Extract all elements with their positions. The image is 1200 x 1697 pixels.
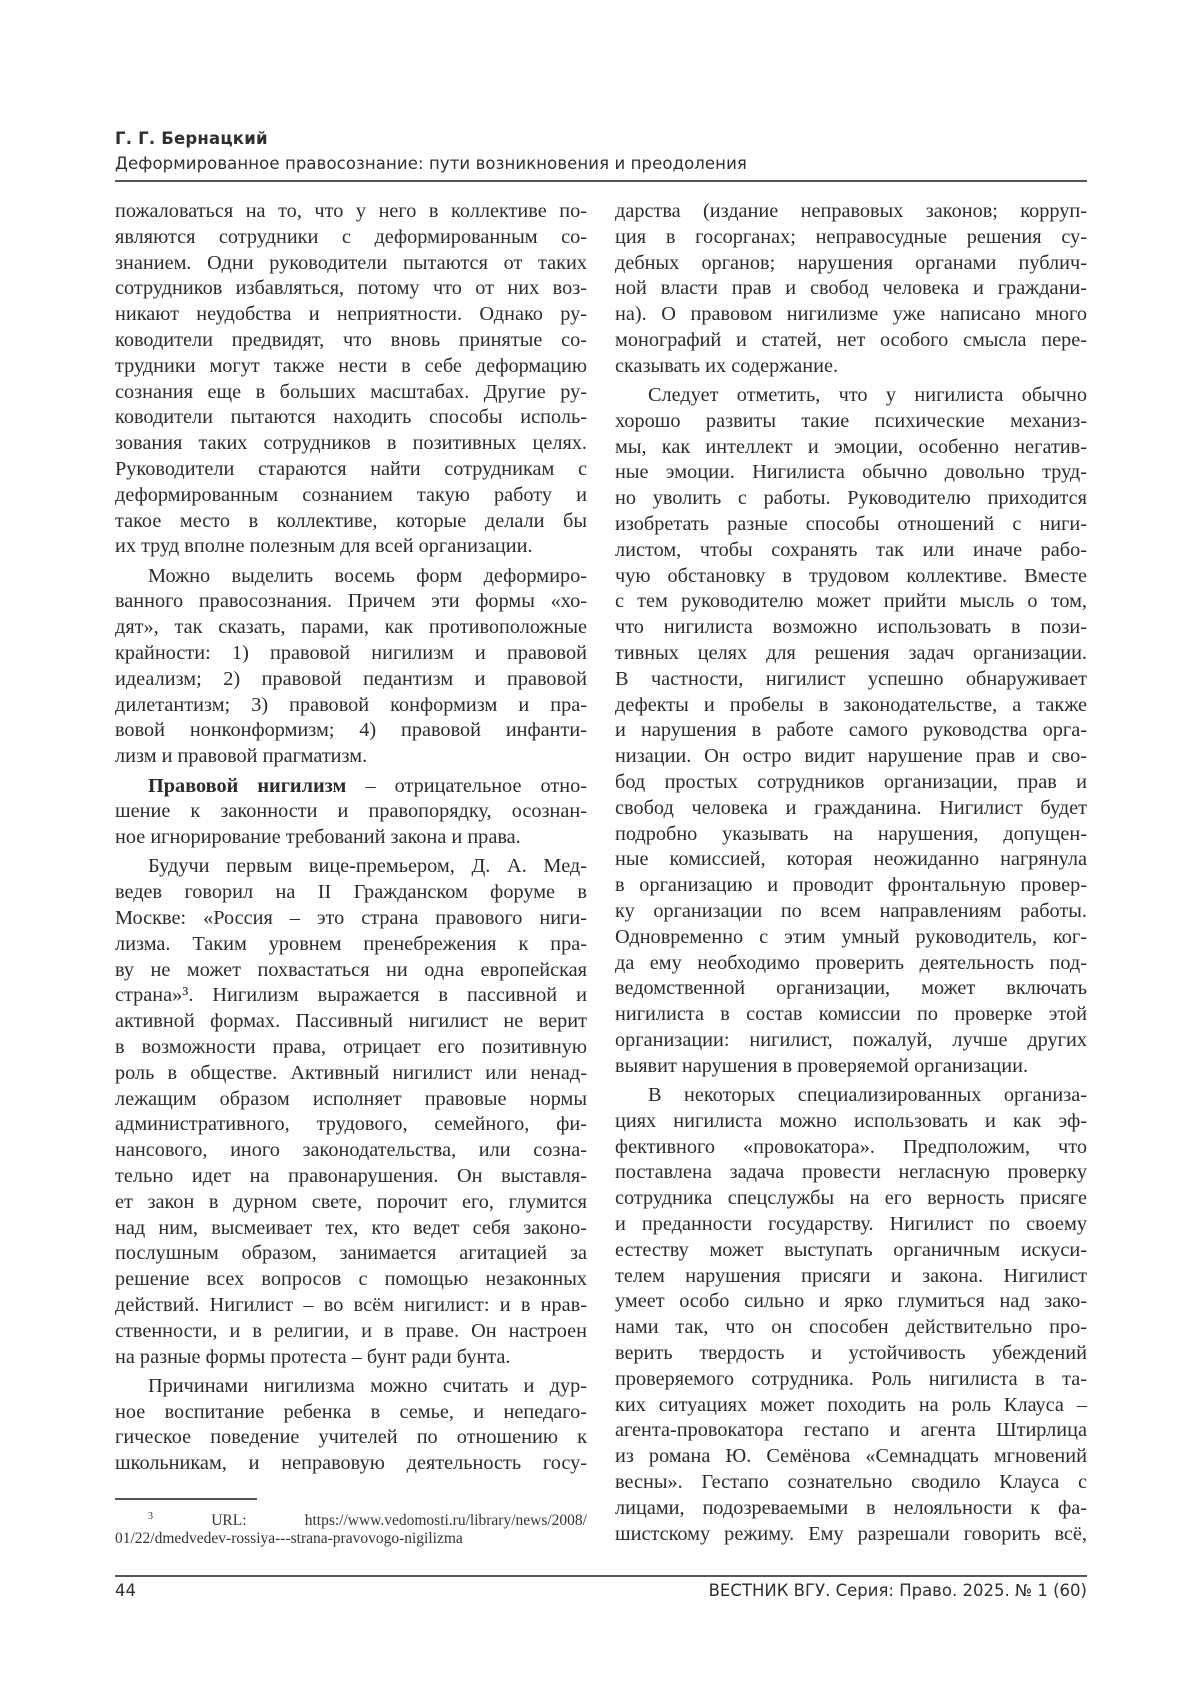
text-line: мы, как интеллект и эмоции, особенно негатив- — [615, 435, 1087, 461]
footer-divider — [115, 1575, 1087, 1577]
page-number: 44 — [115, 1579, 136, 1603]
text-line: над ним, высмеивает тех, кто ведет себя законо- — [115, 1216, 587, 1242]
text-line: вовой нонконформизм; 4) правовой инфанти- — [115, 718, 587, 744]
text-line: трудники могут также нести в себе деформацию — [115, 354, 587, 380]
footnote-divider — [115, 1498, 257, 1500]
text-line: низации. Он остро видит нарушение прав и сво- — [615, 744, 1087, 770]
text-line: идеализм; 2) правовой педантизм и правовой — [115, 667, 587, 693]
text-line: ные комиссией, которая неожиданно нагрянула — [615, 847, 1087, 873]
paragraph — [615, 383, 1087, 1080]
text-line: дарства (издание неправовых законов; корруп- — [615, 199, 1087, 225]
text-line: в организацию и проводит фронтальную провер- — [615, 873, 1087, 899]
running-header — [115, 127, 1087, 177]
text-line: проверяемого сотрудника. Роль нигилиста в та- — [615, 1367, 1087, 1393]
text-line: ной власти прав и свобод человека и граждани- — [615, 276, 1087, 302]
text-line: послушным образом, занимается агитацией за — [115, 1241, 587, 1267]
text-line: гическое поведение учителей по отношению к — [115, 1425, 587, 1451]
text-line: никают неудобства и неприятности. Однако ру- — [115, 302, 587, 328]
text-line: такое место в коллективе, которые делали бы — [115, 509, 587, 535]
text-line: монографий и статей, нет особого смысла пере- — [615, 328, 1087, 354]
text-line: фективного «провокатора». Предположим, что — [615, 1135, 1087, 1161]
footnote-line: 01/22/dmedvedev-rossiya---strana-pravovogo-nigilizma — [115, 1528, 587, 1550]
text-line: свобод человека и гражданина. Нигилист будет — [615, 796, 1087, 822]
text-line: лизма. Таким уровнем пренебрежения к пра- — [115, 932, 587, 958]
text-line: действий. Нигилист – во всём нигилист: и в нрав- — [115, 1293, 587, 1319]
text-line: ет закон в дурном свете, порочит его, глумится — [115, 1190, 587, 1216]
text-line: весны». Гестапо сознательно сводило Клауса с — [615, 1470, 1087, 1496]
text-line: шение к законности и правопорядку, осознан- — [115, 799, 587, 825]
text-line: организации: нигилист, пожалуй, лучше других — [615, 1028, 1087, 1054]
text-line: школьникам, и неправовую деятельность госу- — [115, 1451, 587, 1477]
text-line: лизм и правовой прагматизм. — [115, 744, 587, 770]
text-line: ководители предвидят, что вновь принятые со- — [115, 328, 587, 354]
text-line: на разные формы протеста – бунт ради бунта. — [115, 1345, 587, 1371]
text-line: естеству может выступать органичным искуси- — [615, 1238, 1087, 1264]
footnote-line — [115, 1506, 587, 1528]
text-line: активной формах. Пассивный нигилист не верит — [115, 1009, 587, 1035]
text-line: умеет особо сильно и ярко глумиться над зако- — [615, 1289, 1087, 1315]
text-line: Одновременно с этим умный руководитель, ког- — [615, 925, 1087, 951]
term-highlight: Правовой нигилизм — [148, 775, 346, 797]
text-line: Причинами нигилизма можно считать и дур- — [115, 1374, 587, 1400]
text-line: дебных органов; нарушения органами публич- — [615, 251, 1087, 277]
text-line: изобретать разные способы отношений с ниги- — [615, 512, 1087, 538]
text-line: бод простых сотрудников организации, прав и — [615, 770, 1087, 796]
paragraph — [115, 564, 587, 770]
text-line: поставлена задача провести негласную проверку — [615, 1160, 1087, 1186]
text-line: деформированным сознанием такую работу и — [115, 483, 587, 509]
text-line: выявит нарушения в проверяемой организации. — [615, 1054, 1087, 1080]
left-column — [115, 199, 587, 1481]
text-line: нами так, что он способен действительно про- — [615, 1315, 1087, 1341]
journal-citation: ВЕСТНИК ВГУ. Серия: Право. 2025. № 1 (60) — [709, 1579, 1087, 1603]
text-line: страна»³. Нигилизм выражается в пассивной и — [115, 983, 587, 1009]
text-line: являются сотрудники с деформированным со- — [115, 225, 587, 251]
text-line: Будучи первым вице-премьером, Д. А. Мед- — [115, 854, 587, 880]
text-line: дят», так сказать, парами, как противоположные — [115, 615, 587, 641]
text-line: ванного правосознания. Причем эти формы «хо- — [115, 589, 587, 615]
text-line: ководители пытаются находить способы исполь- — [115, 405, 587, 431]
text-line: циях нигилиста можно использовать и как эф- — [615, 1109, 1087, 1135]
text-line: В некоторых специализированных организа- — [615, 1083, 1087, 1109]
text-line: лицами, подозреваемыми в нелояльности к фа- — [615, 1496, 1087, 1522]
text-line: и нарушения в работе самого руководства орга- — [615, 718, 1087, 744]
text-line: тивных целях для решения задач организации. — [615, 641, 1087, 667]
text-line: пожаловаться на то, что у него в коллективе по- — [115, 199, 587, 225]
text-line: зования таких сотрудников в позитивных целях. — [115, 431, 587, 457]
text-line: ное воспитание ребенка в семье, и непедаго- — [115, 1400, 587, 1426]
text-line: в возможности права, отрицает его позитивную — [115, 1035, 587, 1061]
text-line-rest: – отрицательное отно- — [346, 775, 587, 797]
text-line: из романа Ю. Семёнова «Семнадцать мгновений — [615, 1444, 1087, 1470]
text-line: решение всех вопросов с помощью незаконных — [115, 1267, 587, 1293]
text-line: агента-провокатора гестапо и агента Штирлица — [615, 1418, 1087, 1444]
text-line: Москве: «Россия – это страна правового ниги- — [115, 906, 587, 932]
text-line: Руководители стараются найти сотрудникам с — [115, 457, 587, 483]
text-line: знанием. Одни руководители пытаются от таких — [115, 251, 587, 277]
text-line: и преданности государству. Нигилист по своему — [615, 1212, 1087, 1238]
text-line — [115, 774, 587, 800]
paragraph — [615, 1083, 1087, 1547]
text-line: сознания еще в больших масштабах. Другие ру- — [115, 380, 587, 406]
paragraph — [615, 199, 1087, 380]
text-line: да ему необходимо проверить деятельность под- — [615, 951, 1087, 977]
text-line: В частности, нигилист успешно обнаруживает — [615, 667, 1087, 693]
article-author: Г. Г. Бернацкий — [115, 127, 1087, 151]
text-line: телем нарушения присяги и закона. Нигилист — [615, 1264, 1087, 1290]
header-divider — [115, 180, 1087, 182]
text-line: на). О правовом нигилизме уже написано много — [615, 302, 1087, 328]
text-line: Можно выделить восемь форм деформиро- — [115, 564, 587, 590]
text-line: лежащим образом исполняет правовые нормы — [115, 1087, 587, 1113]
paragraph — [115, 199, 587, 560]
text-line: Следует отметить, что у нигилиста обычно — [615, 383, 1087, 409]
text-line: подробно указывать на нарушения, допущен- — [615, 822, 1087, 848]
right-column — [615, 199, 1087, 1551]
footnote-text: URL: https://www.vedomosti.ru/library/news/2008/ — [211, 1512, 587, 1529]
text-line: но уволить с работы. Руководителю приходится — [615, 486, 1087, 512]
text-line: шистскому режиму. Ему разрешали говорить всё, — [615, 1522, 1087, 1548]
text-line: нигилиста в состав комиссии по проверке этой — [615, 1002, 1087, 1028]
footnote-marker: 3 — [148, 1511, 153, 1522]
text-line: административного, трудового, семейного, фи- — [115, 1112, 587, 1138]
text-line: с тем руководителю может прийти мысль о том, — [615, 589, 1087, 615]
text-line: ведев говорил на II Гражданском форуме в — [115, 880, 587, 906]
text-line: листом, чтобы сохранять так или иначе рабо- — [615, 538, 1087, 564]
text-line: дефекты и пробелы в законодательстве, а также — [615, 693, 1087, 719]
text-line: дилетантизм; 3) правовой конформизм и пра- — [115, 693, 587, 719]
text-line: роль в обществе. Активный нигилист или ненад- — [115, 1061, 587, 1087]
text-line: ственности, и в религии, и в праве. Он настроен — [115, 1319, 587, 1345]
text-line: их труд вполне полезным для всей организации. — [115, 534, 587, 560]
text-line: ких ситуациях может походить на роль Клауса – — [615, 1393, 1087, 1419]
text-line: ведомственной организации, может включать — [615, 976, 1087, 1002]
text-line: крайности: 1) правовой нигилизм и правовой — [115, 641, 587, 667]
text-line: сотрудников избавляться, потому что от них воз- — [115, 276, 587, 302]
text-line: ку организации по всем направлениям работы. — [615, 899, 1087, 925]
text-line: ные эмоции. Нигилиста обычно довольно труд- — [615, 460, 1087, 486]
text-line: что нигилиста возможно использовать в пози- — [615, 615, 1087, 641]
text-line: ное игнорирование требований закона и права. — [115, 825, 587, 851]
text-line: чую обстановку в трудовом коллективе. Вместе — [615, 564, 1087, 590]
text-line: сказывать их содержание. — [615, 354, 1087, 380]
text-line: сотрудника спецслужбы на его верность присяге — [615, 1186, 1087, 1212]
text-line: хорошо развиты такие психические механиз- — [615, 409, 1087, 435]
paragraph — [115, 1374, 587, 1477]
footnote — [115, 1506, 587, 1550]
article-title: Деформированное правосознание: пути возникновения и преодоления — [115, 151, 1087, 177]
paragraph — [115, 854, 587, 1370]
text-line: ция в госорганах; неправосудные решения су- — [615, 225, 1087, 251]
text-line: нансового, иного законодательства, или созна- — [115, 1138, 587, 1164]
text-line: верить твердость и устойчивость убеждений — [615, 1341, 1087, 1367]
text-line: ву не может похвастаться ни одна европейская — [115, 958, 587, 984]
paragraph — [115, 774, 587, 851]
text-line: тельно идет на правонарушения. Он выставля- — [115, 1164, 587, 1190]
